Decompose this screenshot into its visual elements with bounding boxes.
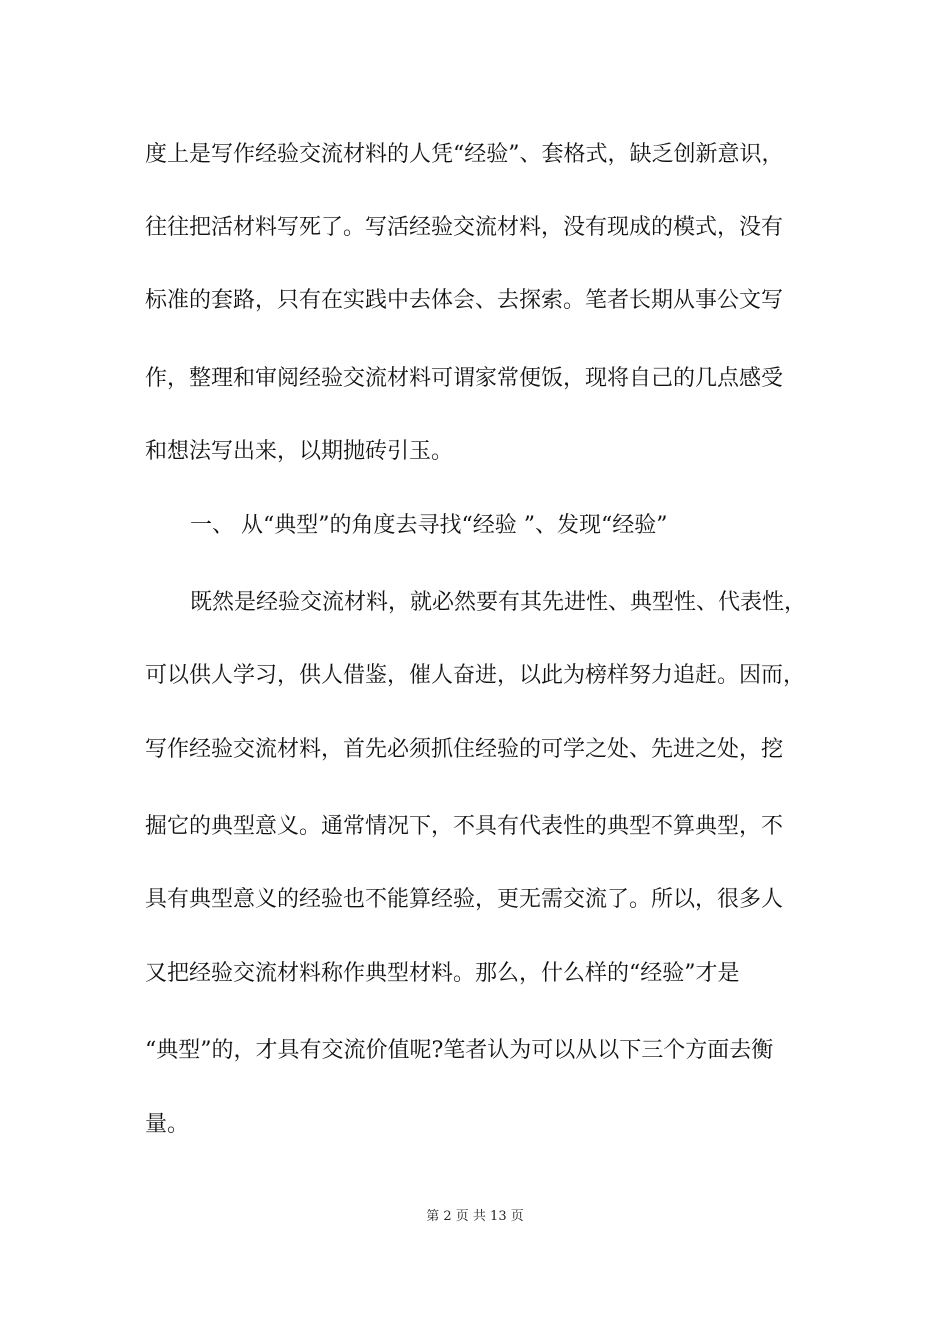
- paragraph-line: 既然是经验交流材料，就必然要有其先进性、典型性、代表性，: [190, 590, 807, 615]
- paragraph-line: 和想法写出来，以期抛砖引玉。: [145, 439, 454, 464]
- paragraph-line: 掘它的典型意义。通常情况下，不具有代表性的典型不算典型，不: [145, 814, 784, 839]
- paragraph-line: 具有典型意义的经验也不能算经验，更无需交流了。所以，很多人: [145, 887, 784, 912]
- paragraph-line: 度上是写作经验交流材料的人凭“经验”、套格式，缺乏创新意识，: [145, 142, 784, 167]
- paragraph-line: 标准的套路，只有在实践中去体会、去探索。笔者长期从事公文写: [145, 288, 784, 313]
- page-number-footer: 第 2 页 共 13 页: [426, 1209, 524, 1224]
- paragraph-line: 往往把活材料写死了。写活经验交流材料，没有现成的模式，没有: [145, 215, 784, 240]
- paragraph-line: 又把经验交流材料称作典型材料。那么，什么样的“经验”才是: [145, 961, 740, 986]
- paragraph-line: 量。: [145, 1112, 190, 1137]
- paragraph-line: “典型”的，才具有交流价值呢?笔者认为可以从以下三个方面去衡: [145, 1038, 774, 1063]
- paragraph-line: 可以供人学习，供人借鉴，催人奋进，以此为榜样努力追赶。因而，: [145, 663, 806, 688]
- section-heading: 一、 从“典型”的角度去寻找“经验 ”、发现“经验”: [190, 513, 668, 538]
- paragraph-line: 写作经验交流材料，首先必须抓住经验的可学之处、先进之处，挖: [145, 737, 784, 762]
- paragraph-line: 作，整理和审阅经验交流材料可谓家常便饭，现将自己的几点感受: [145, 366, 784, 391]
